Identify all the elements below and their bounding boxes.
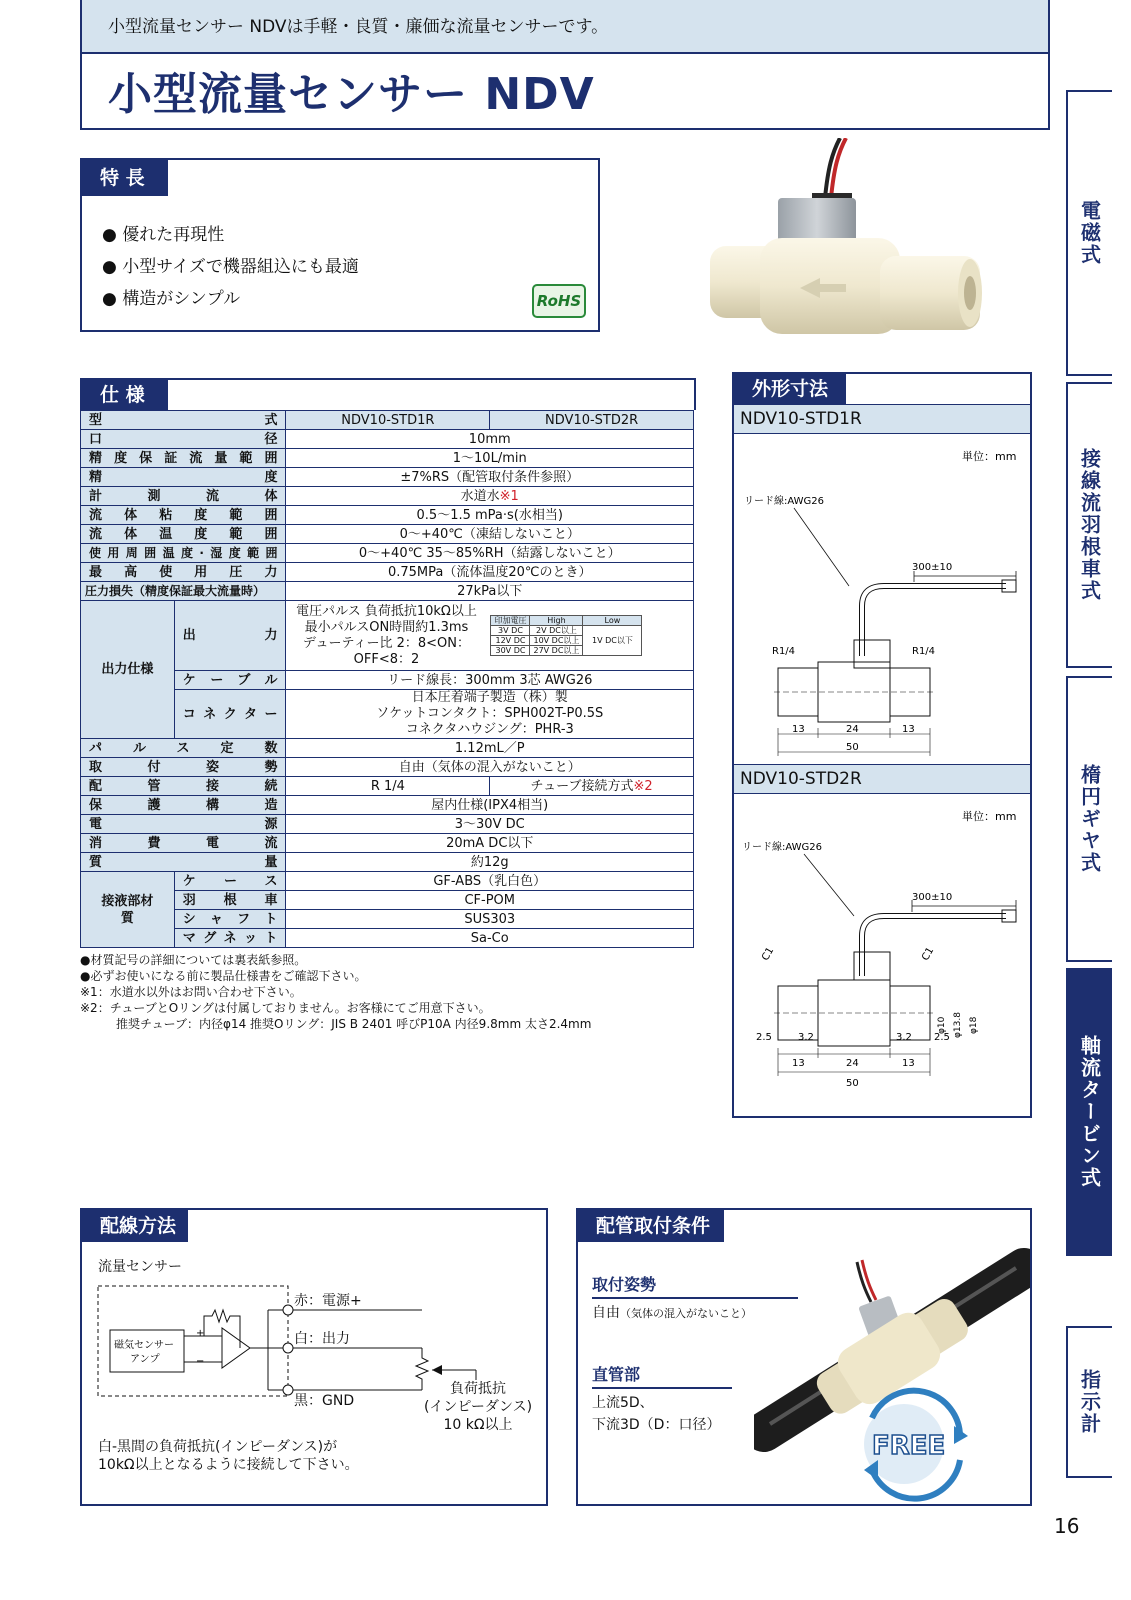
lead-length: 300±10 xyxy=(912,562,953,573)
spec-value: 27kPa以下 xyxy=(286,582,694,601)
material-value: CF-POM xyxy=(286,891,694,910)
dim-drawing-1 xyxy=(734,436,1030,764)
material-label: マグネット xyxy=(174,929,286,948)
spec-value: ±7%RS（配管取付条件参照） xyxy=(286,468,694,487)
spec-value: 0.75MPa（流体温度20℃のとき） xyxy=(286,563,694,582)
spec-label: 口 径 xyxy=(81,430,286,449)
spec-value: 0.5〜1.5 mPa·s(水相当) xyxy=(286,506,694,525)
dimensions-box xyxy=(732,372,1032,1118)
spec-value: 10mm xyxy=(286,430,694,449)
header-subtitle: 小型流量センサー NDVは手軽・良質・廉価な流量センサーです。 xyxy=(82,0,1048,54)
side-index-electromagnetic[interactable]: 電磁式 xyxy=(1066,90,1112,376)
sensor-label: 流量センサー xyxy=(98,1259,182,1275)
spec-value: 1〜10L/min xyxy=(286,449,694,468)
spec-value: 1.12mL／P xyxy=(286,739,694,758)
material-label: シャフト xyxy=(174,910,286,929)
note-mark: ※1 xyxy=(499,488,519,504)
spec-label: 流体温度範囲 xyxy=(81,525,286,544)
thread-right: R1/4 xyxy=(912,646,936,657)
side-index-indicator[interactable]: 指示計 xyxy=(1066,1326,1112,1478)
wire-white: 白：出力 xyxy=(294,1331,350,1347)
dim-50: 50 xyxy=(846,1078,859,1089)
spec-heading: 仕 様 xyxy=(82,380,168,410)
note-line: ※1：水道水以外はお問い合わせ下さい。 xyxy=(80,985,302,999)
spec-label: 電 源 xyxy=(81,815,286,834)
mini-cell: 30V DC xyxy=(491,646,530,656)
spec-value: 3〜30V DC xyxy=(286,815,694,834)
spec-value: 20mA DC以下 xyxy=(286,834,694,853)
note-line: 推奨チューブ：内径φ14 推奨Oリング：JIS B 2401 呼びP10A 内径9.8mm 太さ2.4mm xyxy=(116,1017,592,1031)
side-index-tangential[interactable]: 接線流羽根車式 xyxy=(1066,382,1112,668)
load-line: (インピーダンス) xyxy=(423,1399,533,1415)
spec-value: 自由（気体の混入がないこと） xyxy=(286,758,694,777)
model-1: NDV10-STD1R xyxy=(286,411,490,430)
load-line: 負荷抵抗 xyxy=(450,1381,506,1397)
spec-table xyxy=(80,410,694,948)
connector-value xyxy=(286,690,694,739)
spec-value-text: 水道水 xyxy=(460,488,500,504)
features-heading: 特 長 xyxy=(82,160,168,196)
output-label: 出 力 xyxy=(174,601,286,671)
dim-3-2a: 3.2 xyxy=(798,1032,814,1043)
spec-label: 取付姿勢 xyxy=(81,758,286,777)
material-label: 羽根車 xyxy=(174,891,286,910)
phi18: φ18 xyxy=(969,1016,979,1034)
rohs-badge: RoHS xyxy=(532,284,586,318)
dim-24: 24 xyxy=(846,1058,859,1069)
note-line: ●必ずお使いになる前に製品仕様書をご確認下さい。 xyxy=(80,969,367,983)
dim-3-2b: 3.2 xyxy=(896,1032,912,1043)
svg-text:+: + xyxy=(196,1328,205,1339)
connector-label: コネクター xyxy=(174,690,286,739)
spec-label: 精 度 xyxy=(81,468,286,487)
straight-text xyxy=(592,1392,720,1436)
svg-text:−: − xyxy=(196,1356,205,1367)
output-line: 電圧パルス 負荷抵抗10kΩ以上 xyxy=(296,603,477,619)
spec-value xyxy=(286,487,694,506)
position-value-text: 自由 xyxy=(592,1305,620,1321)
lead-length: 300±10 xyxy=(912,892,953,903)
amp-label: 磁気センサー xyxy=(114,1340,174,1351)
spec-value: 0〜+40℃ 35〜85%RH（結露しないこと） xyxy=(286,544,694,563)
wiring-note-line: 白-黒間の負荷抵抗(インピーダンス)が xyxy=(98,1439,338,1455)
piping-value-2-text: チューブ接続方式 xyxy=(530,778,634,794)
output-group-label: 出力仕様 xyxy=(81,601,175,739)
material-label: ケース xyxy=(174,872,286,891)
position-note: （気体の混入がないこと） xyxy=(620,1307,752,1320)
piping-label: 配管接続 xyxy=(81,777,286,796)
wiring-heading: 配線方法 xyxy=(82,1210,188,1242)
piping-value-2 xyxy=(490,777,694,796)
spec-value: 約12g xyxy=(286,853,694,872)
chamfer-left: C1 xyxy=(760,945,777,963)
lead-label: リード線:AWG26 xyxy=(744,496,825,507)
connector-line: 日本圧着端子製造（株）製 xyxy=(411,690,568,705)
output-value xyxy=(286,601,694,671)
position-title: 取付姿勢 xyxy=(592,1272,798,1299)
phi10: φ10 xyxy=(937,1016,947,1034)
wire-black: 黒：GND xyxy=(294,1393,355,1409)
spec-label: 計 測 流 体 xyxy=(81,487,286,506)
position-value xyxy=(592,1302,752,1322)
free-logo: FREE xyxy=(872,1431,946,1461)
straight-title: 直管部 xyxy=(592,1362,732,1389)
mounting-box xyxy=(576,1208,1032,1506)
product-photo xyxy=(700,138,990,358)
cable-label: ケーブル xyxy=(174,671,286,690)
material-value: SUS303 xyxy=(286,910,694,929)
spec-section xyxy=(80,378,710,1032)
cable-value: リード線長：300mm 3芯 AWG26 xyxy=(286,671,694,690)
spec-value: 屋内仕様(IPX4相当) xyxy=(286,796,694,815)
mini-cell: 10V DC以上 xyxy=(530,636,583,646)
material-value: GF-ABS（乳白色） xyxy=(286,872,694,891)
mounting-illustration xyxy=(754,1248,1030,1504)
phi13-8: φ13.8 xyxy=(953,1012,963,1038)
mounting-heading: 配管取付条件 xyxy=(578,1210,724,1242)
spec-label: 精度保証流量範囲 xyxy=(81,449,286,468)
spec-notes xyxy=(80,952,710,1032)
page-title: 小型流量センサー NDV xyxy=(108,69,595,120)
note-mark: ※2 xyxy=(633,778,653,794)
amp-label: アンプ xyxy=(130,1354,160,1365)
lead-label: リード線:AWG26 xyxy=(742,842,823,853)
spec-label: 圧力損失（精度保証最大流量時） xyxy=(81,582,286,601)
output-line: OFF<8：2 xyxy=(353,651,420,667)
dim-2-5a: 2.5 xyxy=(756,1032,772,1043)
feature-item: ● 構造がシンプル xyxy=(102,289,241,309)
spec-label: 消費電流 xyxy=(81,834,286,853)
mini-cell: 12V DC xyxy=(491,636,530,646)
material-value: Sa-Co xyxy=(286,929,694,948)
spec-label: パルス定数 xyxy=(81,739,286,758)
material-group-label: 接液部材質 xyxy=(81,872,175,948)
mini-cell: 27V DC以上 xyxy=(530,646,583,656)
unit-label: 単位：mm xyxy=(962,450,1017,463)
dim-13a: 13 xyxy=(792,724,805,735)
thread-left: R1/4 xyxy=(772,646,796,657)
wiring-note xyxy=(98,1438,359,1474)
model-2: NDV10-STD2R xyxy=(490,411,694,430)
dim-24: 24 xyxy=(846,724,859,735)
page-header xyxy=(80,0,1050,130)
spec-label: 質 量 xyxy=(81,853,286,872)
dimensions-heading: 外形寸法 xyxy=(734,374,846,404)
feature-item: ● 小型サイズで機器組込にも最適 xyxy=(102,257,359,277)
connector-line: ソケットコンタクト：SPH002T-P0.5S xyxy=(376,706,604,721)
unit-label: 単位：mm xyxy=(962,810,1017,823)
side-index-oval-gear[interactable]: 楕円ギヤ式 xyxy=(1066,676,1112,962)
wiring-box xyxy=(80,1208,548,1506)
side-index-axial-turbine[interactable]: 軸流タービン式 xyxy=(1066,968,1112,1256)
page-number: 16 xyxy=(1054,1514,1080,1538)
mini-header: 印加電圧 xyxy=(491,616,530,626)
dim-13b: 13 xyxy=(902,1058,915,1069)
piping-value-1: R 1/4 xyxy=(286,777,490,796)
dim-13a: 13 xyxy=(792,1058,805,1069)
load-label xyxy=(418,1380,538,1434)
spec-label: 保護構造 xyxy=(81,796,286,815)
mini-cell: 1V DC以下 xyxy=(583,626,642,656)
feature-item: ● 優れた再現性 xyxy=(102,225,225,245)
mini-header: Low xyxy=(583,616,642,626)
load-line: 10 kΩ以上 xyxy=(443,1417,513,1433)
chamfer-right: C1 xyxy=(920,945,937,963)
mini-cell: 2V DC以上 xyxy=(530,626,583,636)
spec-value: 0〜+40℃（凍結しないこと） xyxy=(286,525,694,544)
spec-label: 流体粘度範囲 xyxy=(81,506,286,525)
model-label: 型 式 xyxy=(81,411,286,430)
wiring-note-line: 10kΩ以上となるように接続して下さい。 xyxy=(98,1457,359,1473)
dim-model-1: NDV10-STD1R xyxy=(734,404,1030,434)
connector-line: コネクタハウジング：PHR-3 xyxy=(405,722,574,737)
output-line: 最小パルスON時間約1.3ms xyxy=(304,619,469,635)
dim-drawing-2 xyxy=(734,796,1030,1116)
features-box xyxy=(80,158,600,332)
dim-13b: 13 xyxy=(902,724,915,735)
straight-line: 上流5D、 xyxy=(592,1395,654,1411)
note-line: ※2：チューブとOリングは付属しておりません。お客様にてご用意下さい。 xyxy=(80,1001,491,1015)
spec-label: 使用周囲温度·湿度範囲 xyxy=(81,544,286,563)
dim-50: 50 xyxy=(846,742,859,753)
mini-cell: 3V DC xyxy=(491,626,530,636)
straight-line: 下流3D（D：口径） xyxy=(592,1417,721,1433)
wire-red: 赤：電源+ xyxy=(294,1293,362,1309)
dim-model-2: NDV10-STD2R xyxy=(734,764,1030,794)
spec-label: 最高使用圧力 xyxy=(81,563,286,582)
mini-header: High xyxy=(530,616,583,626)
dim-2-5b: 2.5 xyxy=(934,1032,950,1043)
output-line: デューティー比 2：8<ON： xyxy=(302,635,471,651)
note-line: ●材質記号の詳細については裏表紙参照。 xyxy=(80,953,307,967)
output-level-table xyxy=(490,615,642,656)
